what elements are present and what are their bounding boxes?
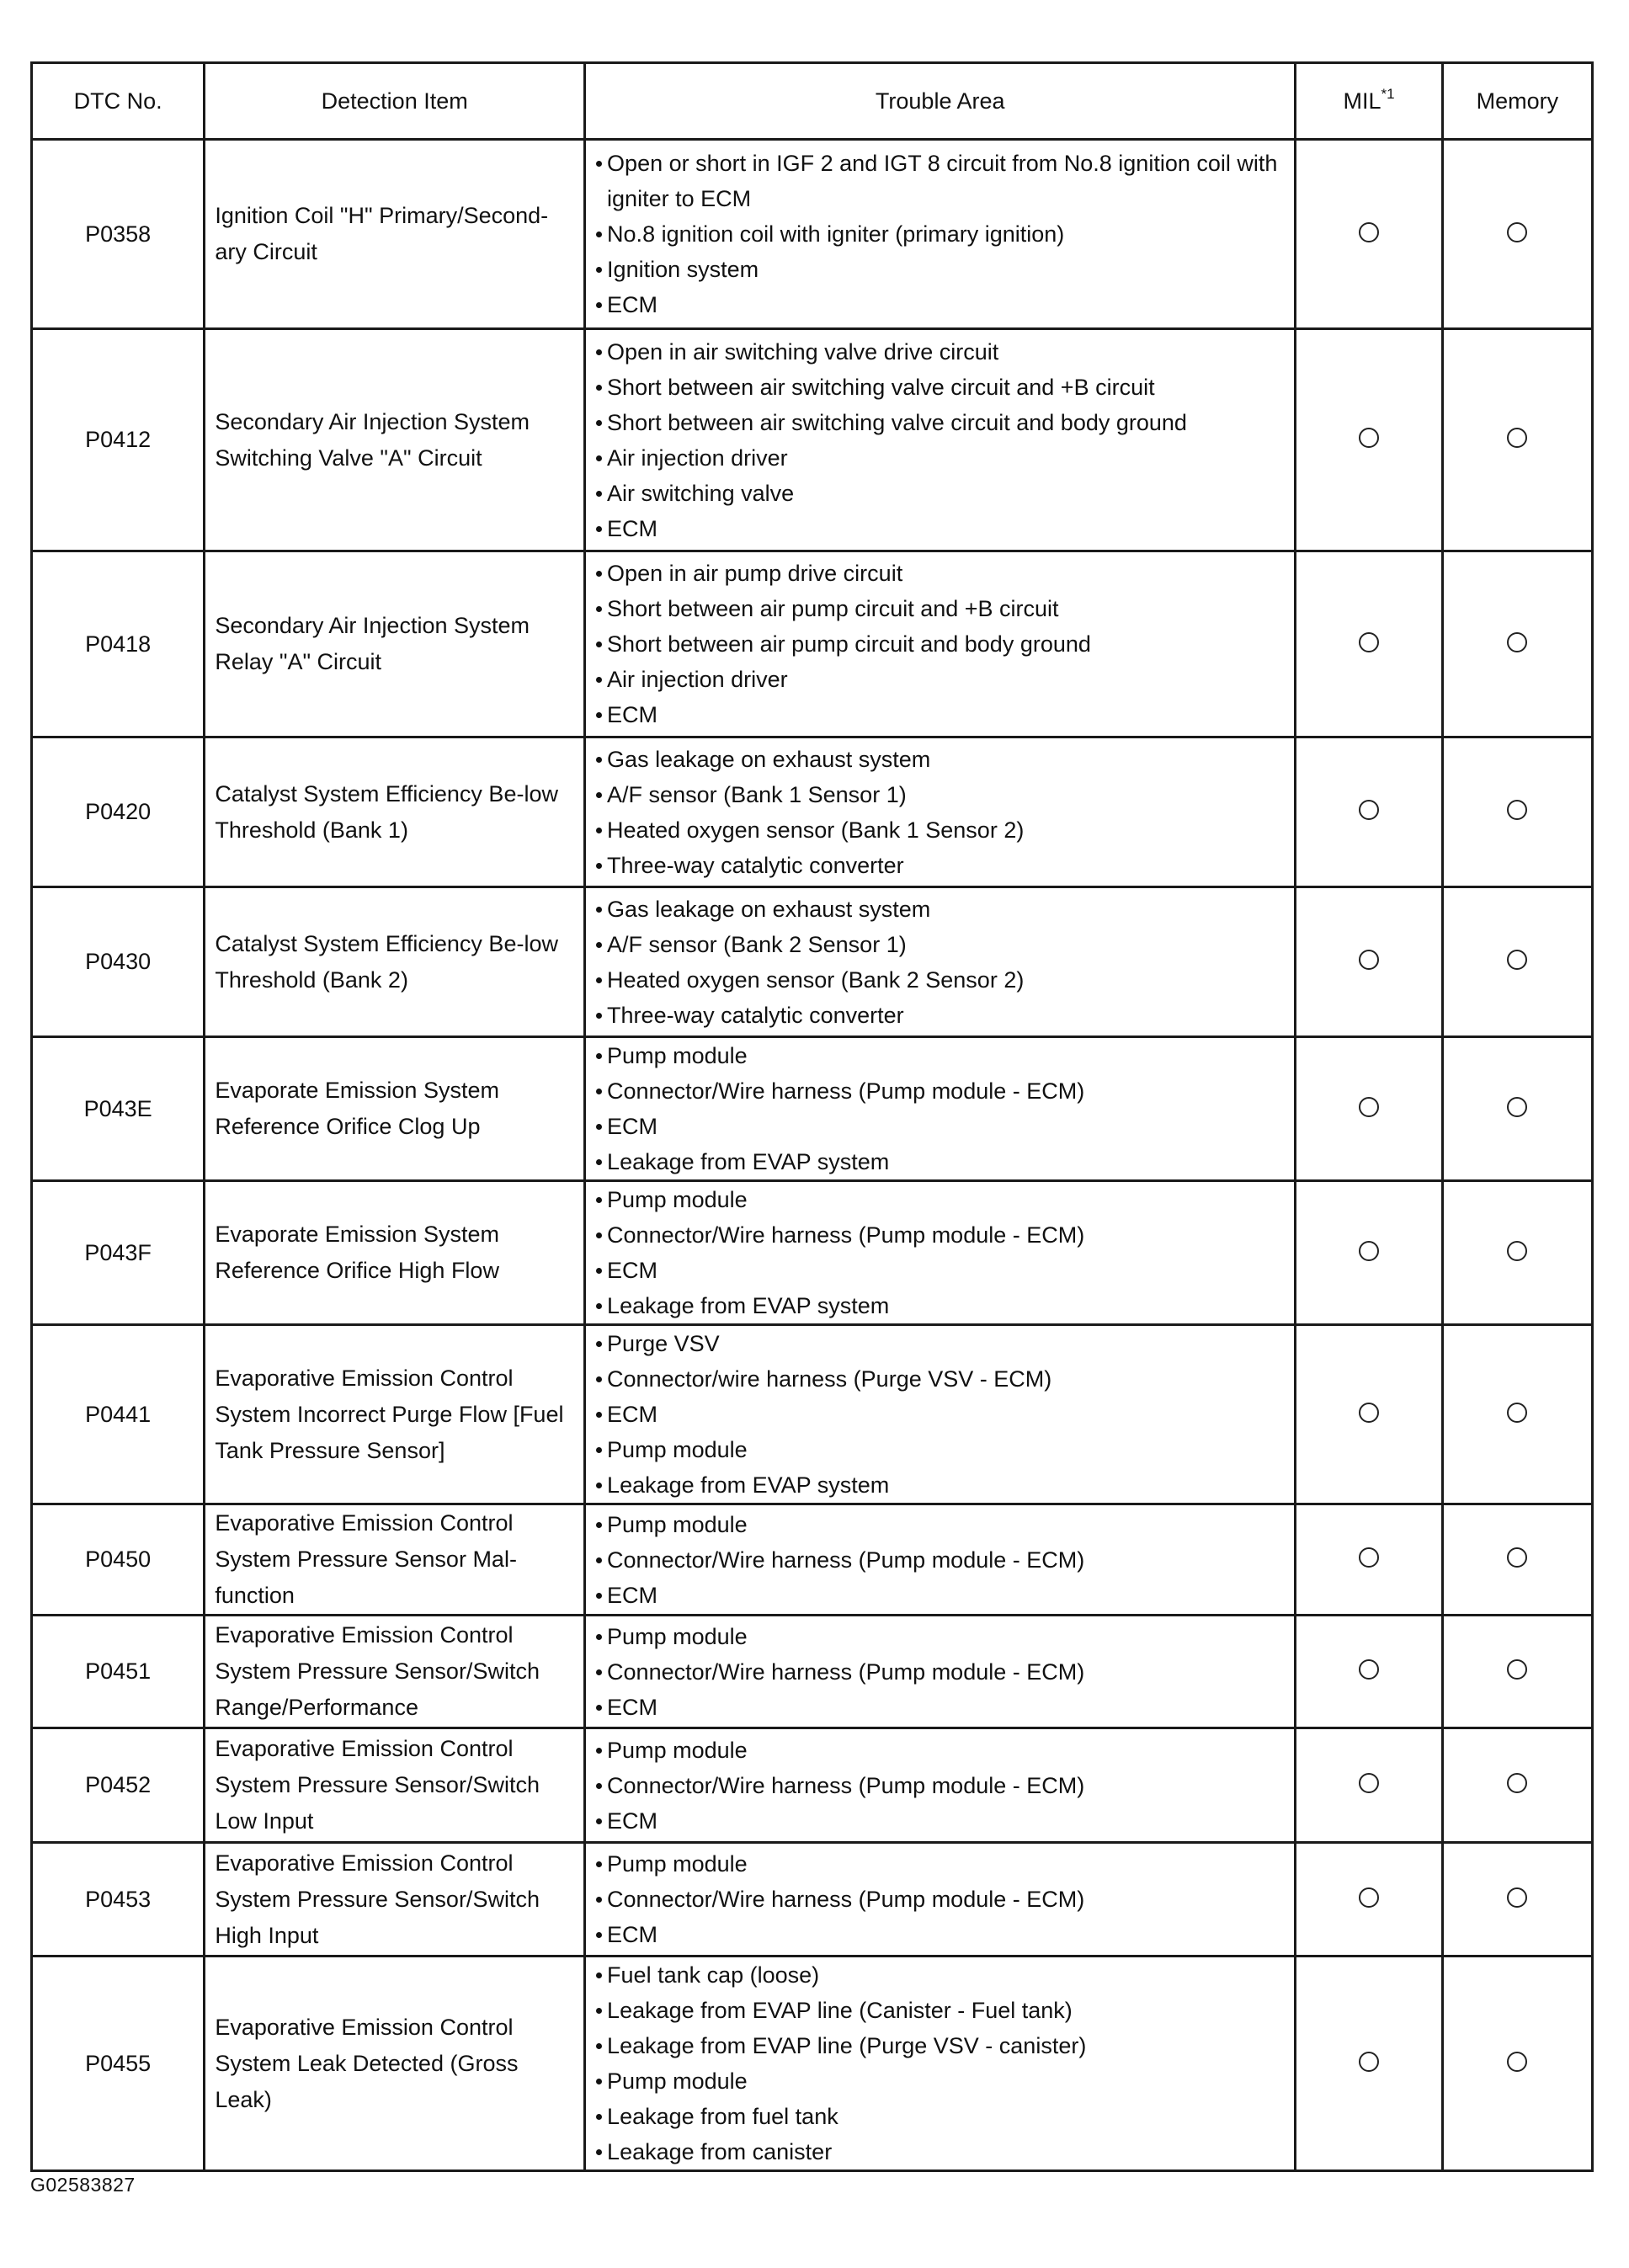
header-dtc: DTC No. bbox=[32, 63, 205, 140]
trouble-area-list bbox=[595, 556, 1287, 732]
trouble-area-item: Leakage from EVAP line (Canister - Fuel tank) bbox=[595, 1993, 1287, 2028]
dtc-code: P0441 bbox=[32, 1325, 205, 1504]
dtc-code: P0453 bbox=[32, 1843, 205, 1957]
mil-cell bbox=[1296, 1504, 1442, 1616]
trouble-area-item: Connector/Wire harness (Pump module - ECM) bbox=[595, 1768, 1287, 1803]
memory-cell bbox=[1442, 1037, 1592, 1181]
table-row bbox=[32, 737, 1593, 887]
trouble-area-list bbox=[595, 1957, 1287, 2170]
trouble-area bbox=[585, 887, 1296, 1037]
trouble-area-item: Pump module bbox=[595, 1038, 1287, 1073]
memory-cell bbox=[1442, 1181, 1592, 1325]
trouble-area-item: ECM bbox=[595, 1690, 1287, 1725]
dtc-code: P043F bbox=[32, 1181, 205, 1325]
trouble-area-item: Air injection driver bbox=[595, 662, 1287, 697]
dtc-code: P0451 bbox=[32, 1616, 205, 1728]
trouble-area bbox=[585, 551, 1296, 737]
trouble-area-item: ECM bbox=[595, 697, 1287, 732]
memory-cell bbox=[1442, 329, 1592, 551]
trouble-area-item: Connector/Wire harness (Pump module - ECM) bbox=[595, 1542, 1287, 1578]
trouble-area-list bbox=[595, 1619, 1287, 1725]
trouble-area-list bbox=[595, 892, 1287, 1033]
header-mil-label: MIL bbox=[1343, 88, 1381, 114]
detection-item: Secondary Air Injection System Switching Valve "A" Circuit bbox=[205, 329, 585, 551]
trouble-area bbox=[585, 1504, 1296, 1616]
trouble-area-item: Pump module bbox=[595, 1432, 1287, 1467]
dtc-code: P0452 bbox=[32, 1728, 205, 1843]
mil-cell bbox=[1296, 1843, 1442, 1957]
header-row bbox=[32, 63, 1593, 140]
trouble-area-item: Air injection driver bbox=[595, 440, 1287, 476]
trouble-area-item: Gas leakage on exhaust system bbox=[595, 742, 1287, 777]
memory-circle-icon bbox=[1507, 1547, 1527, 1568]
trouble-area-item: ECM bbox=[595, 1803, 1287, 1839]
mil-circle-icon bbox=[1359, 950, 1379, 970]
trouble-area-item: Pump module bbox=[595, 1846, 1287, 1882]
trouble-area-item: Leakage from EVAP system bbox=[595, 1467, 1287, 1503]
memory-circle-icon bbox=[1507, 428, 1527, 448]
memory-cell bbox=[1442, 551, 1592, 737]
header-trouble-area: Trouble Area bbox=[585, 63, 1296, 140]
trouble-area-item: Air switching valve bbox=[595, 476, 1287, 511]
table-row bbox=[32, 140, 1593, 329]
detection-item: Ignition Coil "H" Primary/Second-ary Circuit bbox=[205, 140, 585, 329]
memory-cell bbox=[1442, 140, 1592, 329]
dtc-table bbox=[30, 61, 1594, 2172]
dtc-code: P0412 bbox=[32, 329, 205, 551]
trouble-area-item: Ignition system bbox=[595, 252, 1287, 287]
trouble-area-list bbox=[595, 1507, 1287, 1613]
trouble-area-item: Open or short in IGF 2 and IGT 8 circuit from No.8 ignition coil with igniter to ECM bbox=[595, 146, 1287, 216]
trouble-area bbox=[585, 737, 1296, 887]
trouble-area-item: Open in air switching valve drive circuit bbox=[595, 334, 1287, 370]
mil-circle-icon bbox=[1359, 632, 1379, 652]
mil-cell bbox=[1296, 1616, 1442, 1728]
trouble-area-list bbox=[595, 1733, 1287, 1839]
dtc-code: P0418 bbox=[32, 551, 205, 737]
trouble-area-item: Connector/Wire harness (Pump module - ECM) bbox=[595, 1654, 1287, 1690]
trouble-area-item: A/F sensor (Bank 2 Sensor 1) bbox=[595, 927, 1287, 962]
trouble-area-item: Connector/wire harness (Purge VSV - ECM) bbox=[595, 1361, 1287, 1397]
memory-circle-icon bbox=[1507, 2052, 1527, 2072]
trouble-area-item: Leakage from EVAP system bbox=[595, 1288, 1287, 1323]
memory-circle-icon bbox=[1507, 222, 1527, 242]
trouble-area-item: ECM bbox=[595, 1109, 1287, 1144]
memory-circle-icon bbox=[1507, 1097, 1527, 1117]
trouble-area-item: Pump module bbox=[595, 2063, 1287, 2099]
mil-circle-icon bbox=[1359, 2052, 1379, 2072]
memory-circle-icon bbox=[1507, 1241, 1527, 1261]
memory-cell bbox=[1442, 1616, 1592, 1728]
table-row bbox=[32, 1616, 1593, 1728]
detection-item: Catalyst System Efficiency Be-low Threshold (Bank 1) bbox=[205, 737, 585, 887]
trouble-area-item: Pump module bbox=[595, 1507, 1287, 1542]
trouble-area-item: ECM bbox=[595, 1397, 1287, 1432]
trouble-area-item: ECM bbox=[595, 511, 1287, 546]
table-row bbox=[32, 551, 1593, 737]
trouble-area-item: Pump module bbox=[595, 1619, 1287, 1654]
trouble-area-item: No.8 ignition coil with igniter (primary ignition) bbox=[595, 216, 1287, 252]
dtc-code: P0450 bbox=[32, 1504, 205, 1616]
trouble-area bbox=[585, 1325, 1296, 1504]
trouble-area-item: ECM bbox=[595, 1917, 1287, 1952]
memory-cell bbox=[1442, 1843, 1592, 1957]
mil-footnote-mark: *1 bbox=[1381, 85, 1395, 102]
trouble-area-item: Short between air switching valve circuit and +B circuit bbox=[595, 370, 1287, 405]
detection-item: Evaporative Emission Control System Pressure Sensor/Switch Low Input bbox=[205, 1728, 585, 1843]
dtc-code: P043E bbox=[32, 1037, 205, 1181]
trouble-area bbox=[585, 1728, 1296, 1843]
table-row bbox=[32, 1957, 1593, 2171]
trouble-area-item: Leakage from EVAP system bbox=[595, 1144, 1287, 1179]
trouble-area-item: ECM bbox=[595, 1578, 1287, 1613]
table-row bbox=[32, 887, 1593, 1037]
trouble-area-item: Gas leakage on exhaust system bbox=[595, 892, 1287, 927]
trouble-area-item: Heated oxygen sensor (Bank 1 Sensor 2) bbox=[595, 812, 1287, 848]
trouble-area-item: Short between air switching valve circuit and body ground bbox=[595, 405, 1287, 440]
trouble-area bbox=[585, 1957, 1296, 2171]
mil-cell bbox=[1296, 329, 1442, 551]
mil-circle-icon bbox=[1359, 1659, 1379, 1680]
trouble-area bbox=[585, 1037, 1296, 1181]
trouble-area-item: Connector/Wire harness (Pump module - ECM) bbox=[595, 1882, 1287, 1917]
trouble-area-item: ECM bbox=[595, 287, 1287, 322]
mil-circle-icon bbox=[1359, 1241, 1379, 1261]
memory-circle-icon bbox=[1507, 950, 1527, 970]
detection-item: Evaporate Emission System Reference Orifice High Flow bbox=[205, 1181, 585, 1325]
trouble-area-item: Leakage from fuel tank bbox=[595, 2099, 1287, 2134]
trouble-area-item: Heated oxygen sensor (Bank 2 Sensor 2) bbox=[595, 962, 1287, 998]
dtc-code: P0358 bbox=[32, 140, 205, 329]
header-memory: Memory bbox=[1442, 63, 1592, 140]
mil-cell bbox=[1296, 1728, 1442, 1843]
dtc-code: P0430 bbox=[32, 887, 205, 1037]
mil-cell bbox=[1296, 737, 1442, 887]
memory-circle-icon bbox=[1507, 632, 1527, 652]
memory-circle-icon bbox=[1507, 800, 1527, 820]
trouble-area-item: Short between air pump circuit and +B circuit bbox=[595, 591, 1287, 626]
mil-circle-icon bbox=[1359, 1097, 1379, 1117]
mil-circle-icon bbox=[1359, 1547, 1379, 1568]
table-row bbox=[32, 1037, 1593, 1181]
table-row bbox=[32, 1843, 1593, 1957]
trouble-area-item: Short between air pump circuit and body ground bbox=[595, 626, 1287, 662]
trouble-area-item: Connector/Wire harness (Pump module - ECM) bbox=[595, 1217, 1287, 1253]
trouble-area bbox=[585, 1181, 1296, 1325]
trouble-area-item: A/F sensor (Bank 1 Sensor 1) bbox=[595, 777, 1287, 812]
mil-cell bbox=[1296, 887, 1442, 1037]
detection-item: Catalyst System Efficiency Be-low Threshold (Bank 2) bbox=[205, 887, 585, 1037]
detection-item: Evaporate Emission System Reference Orifice Clog Up bbox=[205, 1037, 585, 1181]
trouble-area-item: Pump module bbox=[595, 1182, 1287, 1217]
trouble-area bbox=[585, 1616, 1296, 1728]
memory-circle-icon bbox=[1507, 1887, 1527, 1908]
table-row bbox=[32, 329, 1593, 551]
mil-circle-icon bbox=[1359, 1887, 1379, 1908]
table-body bbox=[32, 140, 1593, 2171]
detection-item: Evaporative Emission Control System Pressure Sensor/Switch Range/Performance bbox=[205, 1616, 585, 1728]
trouble-area-item: Three-way catalytic converter bbox=[595, 998, 1287, 1033]
trouble-area-item: Leakage from EVAP line (Purge VSV - canister) bbox=[595, 2028, 1287, 2063]
memory-circle-icon bbox=[1507, 1659, 1527, 1680]
trouble-area-list bbox=[595, 1846, 1287, 1952]
mil-circle-icon bbox=[1359, 428, 1379, 448]
memory-cell bbox=[1442, 1957, 1592, 2171]
trouble-area-item: Pump module bbox=[595, 1733, 1287, 1768]
mil-cell bbox=[1296, 1957, 1442, 2171]
mil-circle-icon bbox=[1359, 800, 1379, 820]
dtc-code: P0420 bbox=[32, 737, 205, 887]
trouble-area-item: Fuel tank cap (loose) bbox=[595, 1957, 1287, 1993]
mil-cell bbox=[1296, 1037, 1442, 1181]
memory-circle-icon bbox=[1507, 1773, 1527, 1793]
memory-cell bbox=[1442, 737, 1592, 887]
table-row bbox=[32, 1181, 1593, 1325]
trouble-area-item: ECM bbox=[595, 1253, 1287, 1288]
detection-item: Evaporative Emission Control System Incorrect Purge Flow [Fuel Tank Pressure Sensor] bbox=[205, 1325, 585, 1504]
mil-circle-icon bbox=[1359, 1403, 1379, 1423]
mil-circle-icon bbox=[1359, 222, 1379, 242]
detection-item: Evaporative Emission Control System Pressure Sensor Mal-function bbox=[205, 1504, 585, 1616]
memory-cell bbox=[1442, 1504, 1592, 1616]
dtc-code: P0455 bbox=[32, 1957, 205, 2171]
memory-cell bbox=[1442, 887, 1592, 1037]
detection-item: Evaporative Emission Control System Pressure Sensor/Switch High Input bbox=[205, 1843, 585, 1957]
trouble-area-list bbox=[595, 1182, 1287, 1323]
header-detection-item: Detection Item bbox=[205, 63, 585, 140]
mil-circle-icon bbox=[1359, 1773, 1379, 1793]
trouble-area bbox=[585, 329, 1296, 551]
mil-cell bbox=[1296, 551, 1442, 737]
memory-circle-icon bbox=[1507, 1403, 1527, 1423]
trouble-area-item: Leakage from canister bbox=[595, 2134, 1287, 2170]
memory-cell bbox=[1442, 1728, 1592, 1843]
memory-cell bbox=[1442, 1325, 1592, 1504]
trouble-area-list bbox=[595, 742, 1287, 883]
table-row bbox=[32, 1728, 1593, 1843]
table-row bbox=[32, 1325, 1593, 1504]
header-mil bbox=[1296, 63, 1442, 140]
mil-cell bbox=[1296, 1325, 1442, 1504]
mil-cell bbox=[1296, 1181, 1442, 1325]
trouble-area-list bbox=[595, 334, 1287, 546]
detection-item: Evaporative Emission Control System Leak Detected (Gross Leak) bbox=[205, 1957, 585, 2171]
figure-code: G02583827 bbox=[30, 2174, 136, 2196]
trouble-area-list bbox=[595, 1326, 1287, 1503]
detection-item: Secondary Air Injection System Relay "A" Circuit bbox=[205, 551, 585, 737]
trouble-area-item: Open in air pump drive circuit bbox=[595, 556, 1287, 591]
table-row bbox=[32, 1504, 1593, 1616]
mil-cell bbox=[1296, 140, 1442, 329]
trouble-area bbox=[585, 1843, 1296, 1957]
trouble-area-list bbox=[595, 146, 1287, 322]
trouble-area-item: Purge VSV bbox=[595, 1326, 1287, 1361]
trouble-area bbox=[585, 140, 1296, 329]
trouble-area-list bbox=[595, 1038, 1287, 1179]
trouble-area-item: Connector/Wire harness (Pump module - ECM) bbox=[595, 1073, 1287, 1109]
trouble-area-item: Three-way catalytic converter bbox=[595, 848, 1287, 883]
